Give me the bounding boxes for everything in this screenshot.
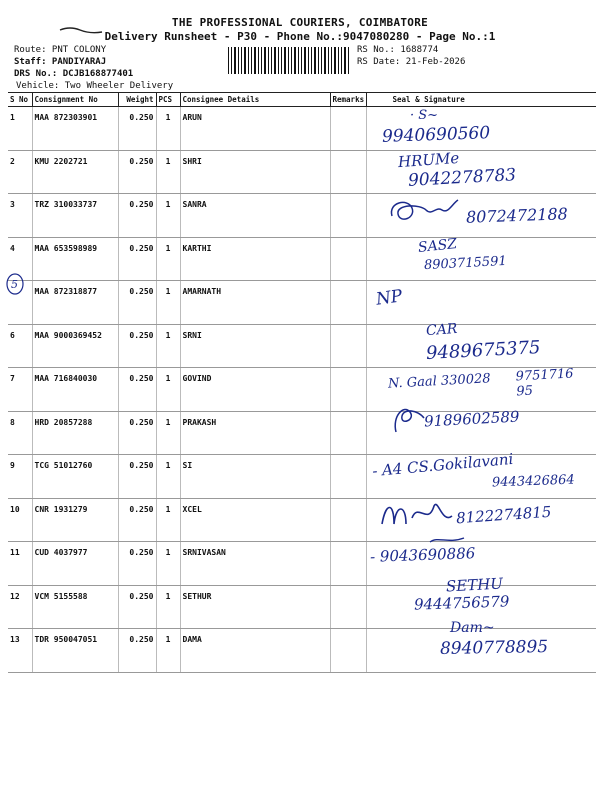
table-row — [8, 107, 596, 151]
col-remarks: Remarks — [330, 93, 366, 107]
col-weight: Weight — [118, 93, 156, 107]
col-pcs: PCS — [156, 93, 180, 107]
vehicle-label: Vehicle: Two Wheeler Delivery — [16, 81, 174, 91]
table-header-row — [8, 93, 596, 107]
rs-number: RS No.: 1688774 — [357, 45, 439, 55]
row-consignee: ARUN — [180, 107, 330, 151]
row-consignment: TDR 950047051 — [32, 629, 118, 673]
row-remarks — [330, 107, 366, 151]
row-sno: 1 — [8, 107, 32, 151]
table-row — [8, 237, 596, 281]
phone-row-2: 9042278783 — [407, 165, 517, 191]
row-weight: 0.250 — [118, 498, 156, 542]
row-consignment: MAA 716840030 — [32, 368, 118, 412]
col-consignment: Consignment No — [32, 93, 118, 107]
col-seal: Seal & Signature — [366, 93, 596, 107]
row-consignee: DAMA — [180, 629, 330, 673]
row-sno: 8 — [8, 411, 32, 455]
row-consignee: XCEL — [180, 498, 330, 542]
row-pcs: 1 — [156, 237, 180, 281]
row-remarks — [330, 150, 366, 194]
row-consignment: MAA 653598989 — [32, 237, 118, 281]
row-sno: 11 — [8, 542, 32, 586]
signature-scribble-row-10 — [378, 496, 458, 532]
row-pcs: 1 — [156, 281, 180, 325]
row-consignment: MAA 872318877 — [32, 281, 118, 325]
row-pcs: 1 — [156, 585, 180, 629]
barcode — [228, 47, 353, 74]
row-pcs: 1 — [156, 324, 180, 368]
hand-circle-mark — [5, 271, 27, 297]
row-weight: 0.250 — [118, 585, 156, 629]
barcode-bar — [298, 47, 299, 74]
row-pcs: 1 — [156, 455, 180, 499]
row-remarks — [330, 194, 366, 238]
company-title: THE PROFESSIONAL COURIERS, COIMBATORE — [171, 16, 429, 29]
row-sno: 13 — [8, 629, 32, 673]
row-weight: 0.250 — [118, 237, 156, 281]
phone-row-12: 9444756579 — [413, 592, 510, 614]
row-weight: 0.250 — [118, 324, 156, 368]
row-pcs: 1 — [156, 368, 180, 412]
barcode-bar — [311, 47, 312, 74]
row-pcs: 1 — [156, 107, 180, 151]
col-sno: S No — [8, 93, 32, 107]
row-sno: 2 — [8, 150, 32, 194]
barcode-bar — [318, 47, 319, 74]
row-weight: 0.250 — [118, 455, 156, 499]
barcode-bar — [331, 47, 332, 74]
row-sno: 6 — [8, 324, 32, 368]
barcode-bar — [291, 47, 292, 74]
barcode-bar — [314, 47, 316, 74]
row-weight: 0.250 — [118, 150, 156, 194]
drs-number: DRS No.: DCJB168877401 — [14, 69, 134, 79]
phone-row-9: 9443426864 — [491, 472, 575, 491]
row-consignee: SETHUR — [180, 585, 330, 629]
row-pcs: 1 — [156, 629, 180, 673]
row-consignment: VCM 5155588 — [32, 585, 118, 629]
row-weight: 0.250 — [118, 368, 156, 412]
phone-row-13: 8940778895 — [439, 637, 549, 659]
row-remarks — [330, 498, 366, 542]
phone-row-10: 8122274815 — [455, 502, 552, 528]
row-weight: 0.250 — [118, 107, 156, 151]
signature-row-2: HRUMe — [397, 148, 460, 172]
barcode-bar — [234, 47, 236, 74]
barcode-bar — [288, 47, 289, 74]
barcode-bar — [248, 47, 249, 74]
circled-number-text: 5 — [11, 278, 18, 291]
barcode-bar — [251, 47, 252, 74]
signature-row-9: - A4 CS.Gokilavani — [371, 449, 514, 481]
table-row — [8, 368, 596, 412]
row-consignee: AMARNATH — [180, 281, 330, 325]
signature-row-13: Dam~ — [450, 620, 495, 636]
barcode-bar — [294, 47, 296, 74]
signature-scribble-row-3 — [386, 196, 464, 230]
row-weight: 0.250 — [118, 194, 156, 238]
row-consignment: TCG 51012760 — [32, 455, 118, 499]
barcode-bar — [321, 47, 322, 74]
barcode-bar — [274, 47, 276, 74]
row-remarks — [330, 629, 366, 673]
row-consignment: HRD 20857288 — [32, 411, 118, 455]
row-pcs: 1 — [156, 194, 180, 238]
row-sno: 7 — [8, 368, 32, 412]
barcode-bar — [228, 47, 229, 74]
barcode-bar — [341, 47, 342, 74]
row-consignment: KMU 2202721 — [32, 150, 118, 194]
row-sno: 4 — [8, 237, 32, 281]
barcode-bar — [284, 47, 286, 74]
row-consignee: KARTHI — [180, 237, 330, 281]
row-sno: 3 — [8, 194, 32, 238]
barcode-bar — [338, 47, 339, 74]
phone-row-8: 9189602589 — [423, 407, 520, 431]
barcode-bar — [304, 47, 306, 74]
barcode-bar — [268, 47, 269, 74]
signature-row-6: CAR — [425, 320, 458, 340]
signature-scribble-row-8 — [388, 402, 428, 436]
phone-row-1: 9940690560 — [381, 123, 491, 147]
route-label: Route: PNT COLONY — [14, 45, 107, 55]
barcode-bar — [278, 47, 279, 74]
row-consignee: GOVIND — [180, 368, 330, 412]
col-consignee: Consignee Details — [180, 93, 330, 107]
text-row-7: N. Gaal 330028 — [387, 371, 491, 392]
row-remarks — [330, 368, 366, 412]
row-consignee: PRAKASH — [180, 411, 330, 455]
phone-row-3: 8072472188 — [465, 204, 569, 227]
circled-row-number — [5, 271, 27, 301]
barcode-bar — [258, 47, 259, 74]
barcode-bar — [231, 47, 232, 74]
barcode-bar — [301, 47, 302, 74]
barcode-bar — [254, 47, 256, 74]
phone-row-11: - 9043690886 — [369, 544, 476, 566]
row-consignment: MAA 872303901 — [32, 107, 118, 151]
remark-row-5: NP — [374, 286, 404, 310]
row-remarks — [330, 281, 366, 325]
barcode-bar — [348, 47, 349, 74]
barcode-bar — [334, 47, 336, 74]
row-weight: 0.250 — [118, 542, 156, 586]
row-weight: 0.250 — [118, 281, 156, 325]
phone-row-6: 9489675375 — [425, 337, 542, 364]
signature-row-4: SASZ — [417, 236, 458, 256]
row-remarks — [330, 237, 366, 281]
barcode-bar — [308, 47, 309, 74]
row-consignee: SANRA — [180, 194, 330, 238]
row-remarks — [330, 411, 366, 455]
table-row — [8, 281, 596, 325]
row-sno: 9 — [8, 455, 32, 499]
row-consignment: CNR 1931279 — [32, 498, 118, 542]
table-row — [8, 542, 596, 586]
row-consignment: MAA 9000369452 — [32, 324, 118, 368]
row-remarks — [330, 324, 366, 368]
row-remarks — [330, 585, 366, 629]
row-weight: 0.250 — [118, 629, 156, 673]
barcode-bar — [281, 47, 282, 74]
signature-row-1: · S~ — [410, 108, 439, 123]
row-pcs: 1 — [156, 498, 180, 542]
row-remarks — [330, 542, 366, 586]
row-remarks — [330, 455, 366, 499]
barcode-bar — [244, 47, 246, 74]
signature-row-12: SETHU — [445, 574, 504, 596]
row-consignee: SRNIVASAN — [180, 542, 330, 586]
barcode-bar — [241, 47, 242, 74]
row-consignment: CUD 4037977 — [32, 542, 118, 586]
barcode-bar — [261, 47, 262, 74]
barcode-bar — [328, 47, 329, 74]
barcode-bar — [264, 47, 266, 74]
barcode-bar — [238, 47, 239, 74]
row-pcs: 1 — [156, 411, 180, 455]
barcode-bar — [324, 47, 326, 74]
phone-row-7: 9751716 95 — [515, 366, 574, 400]
row-pcs: 1 — [156, 150, 180, 194]
barcode-bar — [344, 47, 346, 74]
row-consignee: SHRI — [180, 150, 330, 194]
row-sno: 10 — [8, 498, 32, 542]
phone-row-4: 8903715591 — [423, 253, 508, 274]
row-sno: 12 — [8, 585, 32, 629]
row-consignee: SI — [180, 455, 330, 499]
row-consignee: SRNI — [180, 324, 330, 368]
row-weight: 0.250 — [118, 411, 156, 455]
row-pcs: 1 — [156, 542, 180, 586]
runsheet-subtitle: Delivery Runsheet - P30 - Phone No.:9047080280 - Page No.:1 — [104, 30, 496, 43]
staff-label: Staff: PANDIYARAJ — [14, 57, 107, 67]
row-consignment: TRZ 310033737 — [32, 194, 118, 238]
rs-date: RS Date: 21-Feb-2026 — [357, 57, 466, 67]
barcode-bar — [271, 47, 272, 74]
